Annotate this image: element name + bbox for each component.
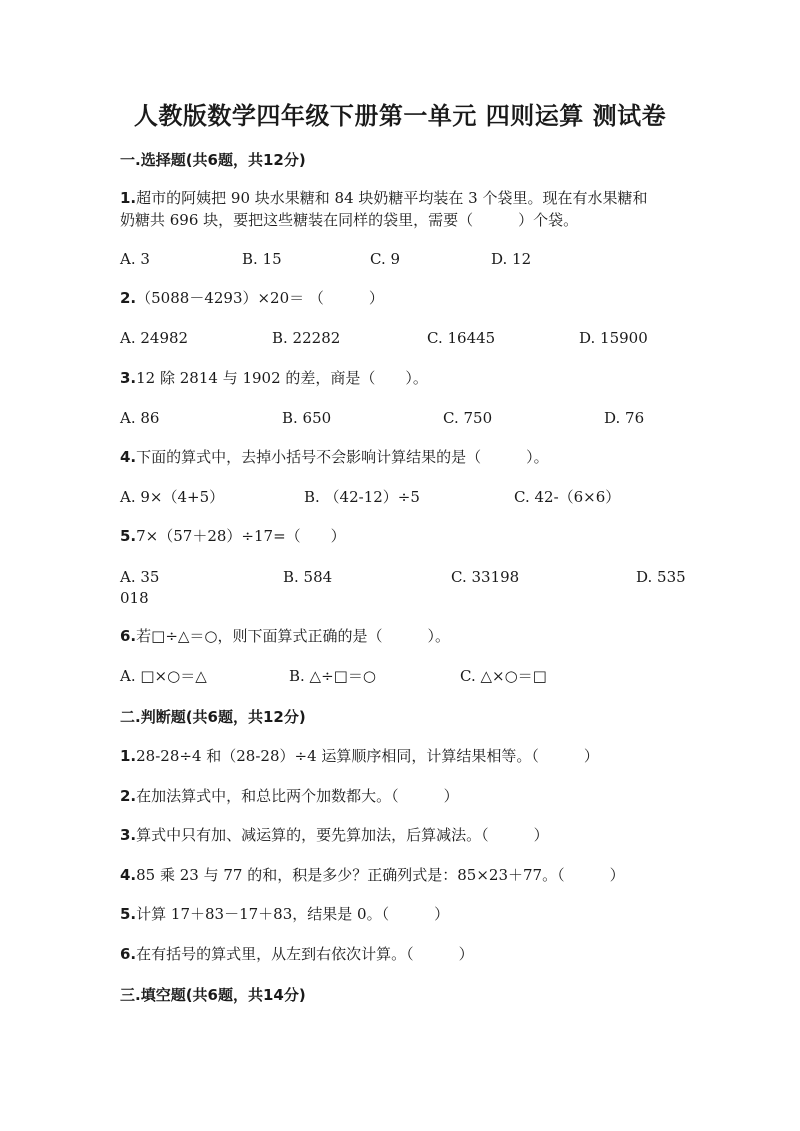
option-b: B. 22282 xyxy=(272,329,341,347)
question-text: 超市的阿姨把 90 块水果糖和 84 块奶糖平均装在 3 个袋里。现在有水果糖和 xyxy=(136,189,648,207)
option-d: D. 12 xyxy=(491,250,532,268)
question-number: 1. xyxy=(120,747,137,765)
option-d: D. 535 xyxy=(636,568,686,586)
page-title: 人教版数学四年级下册第一单元 四则运算 测试卷 xyxy=(133,102,667,130)
question-text: 在有括号的算式里，从左到右依次计算。（ ） xyxy=(136,945,474,963)
question-3 xyxy=(120,368,428,388)
question-number: 2. xyxy=(120,787,137,805)
question-number: 1. xyxy=(120,189,137,207)
question-number: 4. xyxy=(120,866,137,884)
question-text: 计算 17＋83－17＋83，结果是 0。（ ） xyxy=(136,905,450,923)
question-number: 5. xyxy=(120,527,137,545)
option-a: A. □×○＝△ xyxy=(120,667,207,685)
tf-question-6 xyxy=(120,944,474,964)
option-d-wrap: 018 xyxy=(120,589,149,607)
option-b: B. △÷□＝○ xyxy=(289,667,376,685)
question-number: 6. xyxy=(120,945,137,963)
question-text: 12 除 2814 与 1902 的差，商是（ ）。 xyxy=(136,369,428,387)
question-number: 5. xyxy=(120,905,137,923)
section-heading-true-false: 二.判断题(共6题，共12分) xyxy=(120,708,306,726)
option-a: A. 24982 xyxy=(120,329,189,347)
option-c: C. △×○＝□ xyxy=(460,667,547,685)
question-number: 4. xyxy=(120,448,137,466)
tf-question-5 xyxy=(120,904,449,924)
section-heading-multiple-choice: 一.选择题(共6题，共12分) xyxy=(120,151,306,169)
question-number: 3. xyxy=(120,369,137,387)
question-5 xyxy=(120,526,346,546)
option-b: B. （42-12）÷5 xyxy=(304,488,420,506)
question-number: 2. xyxy=(120,289,137,307)
question-number: 6. xyxy=(120,627,137,645)
question-text: 算式中只有加、减运算的，要先算加法，后算减法。（ ） xyxy=(136,826,549,844)
question-text: 在加法算式中，和总比两个加数都大。（ ） xyxy=(136,787,459,805)
option-c: C. 16445 xyxy=(427,329,496,347)
option-a: A. 86 xyxy=(120,409,160,427)
question-2 xyxy=(120,288,384,308)
option-b: B. 650 xyxy=(282,409,332,427)
question-number: 3. xyxy=(120,826,137,844)
question-text: 85 乘 23 与 77 的和，积是多少？正确列式是：85×23＋77。（ ） xyxy=(136,866,625,884)
question-1-line-2: 奶糖共 696 块，要把这些糖装在同样的袋里，需要（ ）个袋。 xyxy=(120,211,579,229)
option-c: C. 750 xyxy=(443,409,493,427)
question-4 xyxy=(120,447,549,467)
question-text: 若□÷△＝○，则下面算式正确的是（ ）。 xyxy=(136,627,451,645)
section-heading-fill-in: 三.填空题(共6题，共14分) xyxy=(120,986,306,1004)
question-text: 28-28÷4 和（28-28）÷4 运算顺序相同，计算结果相等。（ ） xyxy=(136,747,599,765)
option-a: A. 9×（4+5） xyxy=(120,488,225,506)
option-c: C. 42-（6×6） xyxy=(514,488,621,506)
option-d: D. 76 xyxy=(604,409,645,427)
tf-question-2 xyxy=(120,786,459,806)
question-text: （5088－4293）×20＝ （ ） xyxy=(136,289,384,307)
option-a: A. 35 xyxy=(120,568,160,586)
option-c: C. 9 xyxy=(370,250,401,268)
question-text: 下面的算式中，去掉小括号不会影响计算结果的是（ ）。 xyxy=(136,448,549,466)
option-d: D. 15900 xyxy=(579,329,648,347)
option-a: A. 3 xyxy=(120,250,150,268)
tf-question-4 xyxy=(120,865,625,885)
question-1-line-1 xyxy=(120,188,647,208)
question-6 xyxy=(120,626,450,646)
option-b: B. 584 xyxy=(283,568,333,586)
option-c: C. 33198 xyxy=(451,568,520,586)
option-b: B. 15 xyxy=(242,250,282,268)
question-text: 7×（57＋28）÷17=（ ） xyxy=(136,527,346,545)
tf-question-3 xyxy=(120,825,549,845)
tf-question-1 xyxy=(120,746,599,766)
